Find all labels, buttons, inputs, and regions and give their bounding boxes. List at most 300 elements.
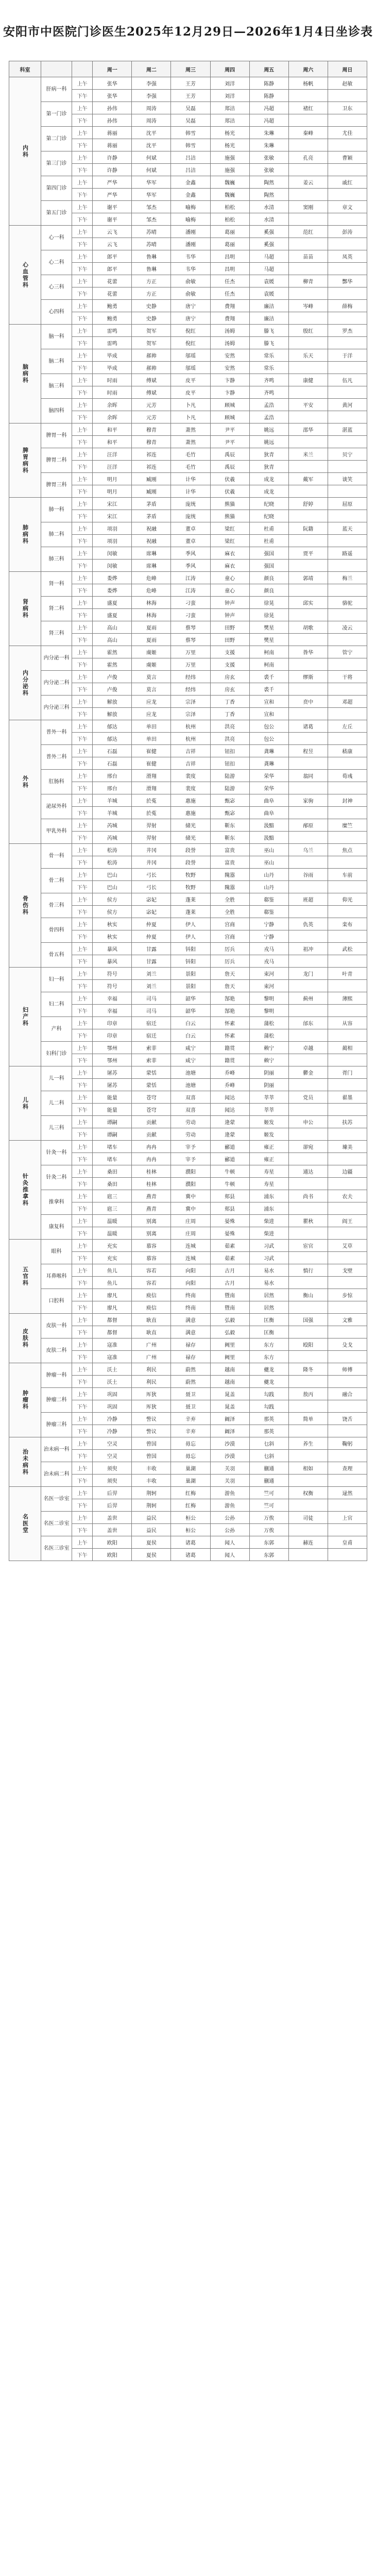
doctor-cell: 靳东	[210, 819, 249, 832]
doctor-cell: 范红	[288, 226, 328, 238]
doctor-cell: 禄存	[171, 1338, 210, 1351]
doctor-cell: 许静	[93, 164, 132, 176]
doctor-cell	[328, 1351, 367, 1363]
doctor-cell	[328, 782, 367, 794]
doctor-cell: 管宁	[328, 646, 367, 658]
doctor-cell: 寇准	[93, 1351, 132, 1363]
doctor-cell: 孟浩	[249, 411, 288, 423]
doctor-cell: 时雨	[93, 374, 132, 386]
doctor-cell	[328, 461, 367, 473]
doctor-cell: 江涛	[171, 584, 210, 597]
doctor-cell: 虞姬	[132, 658, 171, 671]
doctor-cell: 俞敏	[171, 275, 210, 287]
doctor-cell: 惠施	[171, 794, 210, 807]
doctor-cell: 侯方	[93, 906, 132, 918]
doctor-cell	[288, 906, 328, 918]
doctor-cell: 毛竹	[171, 448, 210, 461]
doctor-cell: 韩雪	[171, 139, 210, 151]
doctor-cell: 娄烨	[93, 572, 132, 584]
afternoon-label: 下午	[72, 658, 93, 671]
table-row	[9, 522, 367, 535]
doctor-cell: 杭州	[171, 720, 210, 733]
doctor-cell: 须臾	[93, 1462, 132, 1475]
doctor-cell: 隆冬	[288, 1363, 328, 1376]
doctor-cell: 阚泽	[210, 1425, 249, 1437]
doctor-cell: 赵敏	[328, 77, 367, 90]
doctor-cell: 贲中	[288, 696, 328, 708]
doctor-cell: 司马	[132, 1005, 171, 1017]
doctor-cell	[328, 1475, 367, 1487]
table-row	[9, 770, 367, 782]
doctor-cell: 梁红	[210, 522, 249, 535]
doctor-cell: 山丹	[249, 869, 288, 881]
doctor-cell: 那英	[249, 1425, 288, 1437]
doctor-cell: 厉兵	[210, 943, 249, 955]
department-name: 肿瘤科	[9, 1363, 41, 1437]
doctor-cell: 严华	[93, 189, 132, 201]
morning-label: 上午	[72, 547, 93, 560]
doctor-cell: 卞静	[210, 386, 249, 399]
doctor-cell: 余晖	[93, 399, 132, 411]
doctor-cell: 全胜	[210, 906, 249, 918]
doctor-cell: 廖凡	[93, 1289, 132, 1301]
afternoon-label: 下午	[72, 1351, 93, 1363]
doctor-cell: 沈平	[132, 139, 171, 151]
doctor-cell: 卓越	[288, 1042, 328, 1054]
morning-label: 上午	[72, 794, 93, 807]
doctor-cell: 乐天	[288, 349, 328, 362]
doctor-cell: 吴磊	[171, 102, 210, 114]
doctor-cell: 吕洁	[171, 164, 210, 176]
doctor-cell: 毋忘	[171, 1437, 210, 1450]
doctor-cell: 郎平	[93, 250, 132, 263]
doctor-cell: 吉祥	[171, 757, 210, 770]
doctor-cell: 蒲松	[249, 1029, 288, 1042]
doctor-cell: 怀素	[210, 1017, 249, 1029]
table-row	[9, 1141, 367, 1153]
afternoon-label: 下午	[72, 312, 93, 325]
afternoon-label: 下午	[72, 1499, 93, 1512]
morning-label: 上午	[72, 968, 93, 980]
doctor-cell	[328, 906, 367, 918]
doctor-cell: 潘刚	[171, 238, 210, 250]
doctor-cell: 雷鸣	[93, 337, 132, 349]
doctor-cell: 计华	[171, 485, 210, 498]
doctor-cell	[328, 955, 367, 968]
doctor-cell: 云飞	[93, 226, 132, 238]
doctor-cell: 皇甫	[328, 1536, 367, 1549]
doctor-cell: 单田	[132, 720, 171, 733]
department-name: 肾病科	[9, 572, 41, 646]
doctor-cell: 廉洁	[249, 300, 288, 312]
doctor-cell: 冯超	[249, 114, 288, 127]
doctor-cell: 浦东	[249, 1190, 288, 1202]
doctor-cell: 殷红	[288, 325, 328, 337]
doctor-cell: 訾议	[132, 1413, 171, 1425]
doctor-cell: 毕成	[93, 349, 132, 362]
doctor-cell: 仲夏	[132, 930, 171, 943]
doctor-cell: 农夫	[328, 1190, 367, 1202]
doctor-cell	[288, 609, 328, 621]
doctor-cell: 时雨	[93, 386, 132, 399]
doctor-cell: 郁达	[93, 720, 132, 733]
doctor-cell: 焦点	[328, 844, 367, 856]
clinic-name: 产科	[41, 1017, 72, 1042]
doctor-cell: 丁香	[210, 696, 249, 708]
doctor-cell: 林海	[132, 597, 171, 609]
doctor-cell: 别离	[132, 1227, 171, 1240]
doctor-cell: 游鱼	[210, 1487, 249, 1499]
clinic-name: 骨四科	[41, 918, 72, 943]
morning-label: 上午	[72, 374, 93, 386]
doctor-cell: 莘莘	[249, 1091, 288, 1104]
doctor-cell: 钟声	[210, 609, 249, 621]
doctor-cell: 寇准	[93, 1338, 132, 1351]
afternoon-label: 下午	[72, 683, 93, 696]
doctor-cell: 后羿	[93, 1487, 132, 1499]
doctor-cell: 史静	[132, 312, 171, 325]
clinic-name: 普外一科	[41, 720, 72, 745]
clinic-name: 肺二科	[41, 522, 72, 547]
doctor-cell: 顾城	[210, 399, 249, 411]
doctor-cell: 桂林	[132, 1178, 171, 1190]
doctor-cell	[328, 189, 367, 201]
doctor-cell: 傅斌	[132, 386, 171, 399]
table-row	[9, 151, 367, 164]
doctor-cell: 聂卫	[171, 1388, 210, 1400]
morning-label: 上午	[72, 176, 93, 189]
doctor-cell: 连城	[171, 1252, 210, 1264]
doctor-cell: 薛梅	[328, 300, 367, 312]
clinic-name: 骨五科	[41, 943, 72, 968]
doctor-cell: 充实	[93, 1252, 132, 1264]
table-row	[9, 473, 367, 485]
doctor-cell	[328, 733, 367, 745]
doctor-cell: 满意	[171, 1314, 210, 1326]
doctor-cell: 潘刚	[171, 226, 210, 238]
doctor-cell: 刘洋	[210, 77, 249, 90]
doctor-cell	[288, 1005, 328, 1017]
doctor-cell: 倪红	[171, 325, 210, 337]
doctor-cell: 何斌	[132, 164, 171, 176]
doctor-cell: 仇英	[288, 918, 328, 930]
doctor-cell: 夏侯	[132, 1549, 171, 1561]
doctor-cell: 马超	[249, 263, 288, 275]
doctor-cell: 羿射	[132, 819, 171, 832]
doctor-cell: 白云	[171, 1029, 210, 1042]
doctor-cell: 童心	[210, 572, 249, 584]
doctor-cell: 蔚然	[171, 1363, 210, 1376]
doctor-cell: 袁媛	[249, 275, 288, 287]
doctor-cell: 费翔	[210, 300, 249, 312]
doctor-cell: 萧然	[171, 436, 210, 448]
doctor-cell: 戎马	[249, 943, 288, 955]
table-row	[9, 300, 367, 312]
doctor-cell: 项羽	[93, 535, 132, 547]
doctor-cell: 白云	[171, 1017, 210, 1029]
doctor-cell: 易水	[249, 1264, 288, 1277]
doctor-cell: 养生	[288, 1437, 328, 1450]
doctor-cell: 包公	[249, 733, 288, 745]
doctor-cell: 冷静	[93, 1413, 132, 1425]
doctor-cell: 龚琳	[249, 757, 288, 770]
doctor-cell: 褚红	[288, 102, 328, 114]
doctor-cell: 万里	[171, 658, 210, 671]
clinic-name: 内分泌三科	[41, 696, 72, 720]
doctor-cell: 喻梅	[171, 201, 210, 213]
doctor-cell: 巢湖	[171, 1462, 210, 1475]
doctor-cell: 毋忘	[171, 1450, 210, 1462]
doctor-cell: 乌兰	[288, 844, 328, 856]
afternoon-label: 下午	[72, 856, 93, 869]
doctor-cell: 詹天	[210, 980, 249, 992]
doctor-cell: 充实	[93, 1240, 132, 1252]
doctor-cell	[288, 634, 328, 646]
doctor-cell: 章文	[328, 201, 367, 213]
clinic-name: 心四科	[41, 300, 72, 325]
doctor-cell: 贡献	[132, 1116, 171, 1128]
doctor-cell: 东郭	[249, 1549, 288, 1561]
doctor-cell: 燕青	[132, 1190, 171, 1202]
doctor-cell: 符号	[93, 968, 132, 980]
doctor-cell: 蓝天	[328, 522, 367, 535]
clinic-name: 肝病一科	[41, 77, 72, 102]
doctor-cell: 衡山	[288, 1289, 328, 1301]
doctor-cell	[328, 90, 367, 102]
doctor-cell: 单田	[132, 733, 171, 745]
table-row	[9, 1388, 367, 1400]
department-name: 肺病科	[9, 498, 41, 572]
table-row	[9, 992, 367, 1005]
doctor-cell: 庞统	[171, 510, 210, 522]
doctor-cell	[288, 139, 328, 151]
clinic-name: 肿瘤一科	[41, 1363, 72, 1388]
table-row	[9, 671, 367, 683]
doctor-cell: 池塘	[171, 1079, 210, 1091]
doctor-cell	[288, 1277, 328, 1289]
doctor-cell: 禄存	[171, 1351, 210, 1363]
clinic-name: 普外二科	[41, 745, 72, 770]
doctor-cell: 黄河	[328, 399, 367, 411]
doctor-cell	[328, 1450, 367, 1462]
doctor-cell: 越南	[210, 1376, 249, 1388]
doctor-cell: 堵车	[93, 1153, 132, 1165]
morning-label: 上午	[72, 77, 93, 90]
doctor-cell	[288, 832, 328, 844]
doctor-cell: 庄周	[171, 1215, 210, 1227]
doctor-cell: 巴山	[93, 881, 132, 893]
doctor-cell: 能量	[93, 1091, 132, 1104]
doctor-cell	[328, 436, 367, 448]
doctor-cell: 秦峰	[288, 127, 328, 139]
doctor-cell	[328, 1376, 367, 1388]
doctor-cell: 寿星	[249, 1165, 288, 1178]
doctor-cell: 贺军	[132, 325, 171, 337]
doctor-cell: 瞿秋	[288, 1215, 328, 1227]
doctor-cell: 竺可	[249, 1499, 288, 1512]
table-row	[9, 1314, 367, 1326]
doctor-cell: 巩固	[93, 1400, 132, 1413]
doctor-cell: 仰光	[328, 893, 367, 906]
doctor-cell: 陈静	[249, 90, 288, 102]
doctor-cell: 司徒	[288, 1512, 328, 1524]
doctor-cell: 杜甫	[249, 522, 288, 535]
doctor-cell: 安然	[210, 362, 249, 374]
doctor-cell: 乜斜	[249, 1450, 288, 1462]
doctor-cell: 郏县	[210, 1190, 249, 1202]
doctor-cell: 钮扣	[210, 757, 249, 770]
doctor-cell: 羊城	[93, 794, 132, 807]
doctor-cell: 滕飞	[249, 337, 288, 349]
doctor-cell: 牧野	[171, 881, 210, 893]
doctor-cell: 闻人	[210, 1549, 249, 1561]
morning-label: 上午	[72, 1190, 93, 1202]
doctor-cell: 柴进	[249, 1215, 288, 1227]
doctor-cell: 广州	[132, 1351, 171, 1363]
doctor-cell: 邓超	[328, 696, 367, 708]
doctor-cell	[328, 1128, 367, 1141]
doctor-cell	[288, 362, 328, 374]
doctor-cell: 费翔	[210, 312, 249, 325]
doctor-cell: 邹杰	[132, 213, 171, 226]
table-row	[9, 720, 367, 733]
doctor-cell: 宫商	[210, 930, 249, 943]
doctor-cell: 樊星	[249, 621, 288, 634]
doctor-cell: 盛夏	[93, 609, 132, 621]
doctor-cell: 昝华	[288, 646, 328, 658]
doctor-cell: 艾草	[328, 1240, 367, 1252]
doctor-cell: 宫商	[210, 918, 249, 930]
doctor-cell: 耿直	[132, 1314, 171, 1326]
doctor-cell: 娄烨	[93, 584, 132, 597]
doctor-cell: 桂林	[132, 1165, 171, 1178]
doctor-cell: 赖宁	[249, 1042, 288, 1054]
doctor-cell: 后羿	[93, 1499, 132, 1512]
doctor-cell: 索菲	[132, 1042, 171, 1054]
doctor-cell: 冀中	[171, 1202, 210, 1215]
afternoon-label: 下午	[72, 881, 93, 893]
table-row	[9, 918, 367, 930]
clinic-name: 妇二科	[41, 992, 72, 1017]
doctor-cell: 昌明	[210, 263, 249, 275]
doctor-cell: 韶华	[171, 1005, 210, 1017]
doctor-cell	[288, 535, 328, 547]
doctor-cell: 习武	[249, 1252, 288, 1264]
doctor-cell: 谭嗣	[93, 1128, 132, 1141]
doctor-cell: 皮平	[171, 386, 210, 399]
doctor-cell: 怀素	[210, 1029, 249, 1042]
doctor-cell: 邴原	[288, 819, 328, 832]
doctor-cell: 双喜	[171, 1091, 210, 1104]
header-fri: 周五	[249, 61, 288, 77]
doctor-cell	[288, 980, 328, 992]
department-name: 脑病科	[9, 325, 41, 423]
doctor-cell: 曲阜	[249, 807, 288, 819]
doctor-cell: 汪洋	[93, 461, 132, 473]
doctor-cell: 梅兰	[328, 572, 367, 584]
doctor-cell: 闵敏	[93, 560, 132, 572]
header-tue: 周二	[132, 61, 171, 77]
morning-label: 上午	[72, 572, 93, 584]
doctor-cell: 宗泽	[171, 696, 210, 708]
doctor-cell: 慎行	[288, 1264, 328, 1277]
doctor-cell: 叶青	[328, 968, 367, 980]
clinic-name: 口腔科	[41, 1289, 72, 1314]
doctor-cell: 席琳	[132, 560, 171, 572]
doctor-cell: 公孙	[210, 1524, 249, 1536]
afternoon-label: 下午	[72, 1153, 93, 1165]
doctor-cell: 屠苏	[93, 1066, 132, 1079]
doctor-cell: 支援	[210, 646, 249, 658]
clinic-name: 第四门诊	[41, 176, 72, 201]
doctor-cell: 臧刚	[132, 485, 171, 498]
doctor-cell: 万俟	[249, 1512, 288, 1524]
department-name: 骨伤科	[9, 844, 41, 968]
doctor-cell: 广州	[132, 1338, 171, 1351]
doctor-cell	[328, 708, 367, 720]
doctor-cell: 鲁琳	[132, 263, 171, 275]
doctor-cell: 纪晓	[249, 498, 288, 510]
header-thu: 周四	[210, 61, 249, 77]
doctor-cell: 马超	[249, 250, 288, 263]
doctor-cell	[328, 535, 367, 547]
doctor-cell: 尤佳	[328, 127, 367, 139]
doctor-cell: 宋江	[93, 498, 132, 510]
doctor-cell: 盛夏	[93, 597, 132, 609]
doctor-cell: 季风	[171, 560, 210, 572]
doctor-cell: 羿射	[132, 832, 171, 844]
doctor-cell: 松涛	[93, 856, 132, 869]
doctor-cell: 柏松	[210, 213, 249, 226]
morning-label: 上午	[72, 696, 93, 708]
table-row	[9, 968, 367, 980]
table-row	[9, 1413, 367, 1425]
table-row	[9, 1462, 367, 1475]
table-row	[9, 1363, 367, 1376]
doctor-cell	[328, 609, 367, 621]
doctor-cell: 华军	[132, 189, 171, 201]
doctor-cell: 邬瑶	[171, 362, 210, 374]
doctor-cell: 巴山	[93, 869, 132, 881]
doctor-cell: 庾信	[132, 1301, 171, 1314]
doctor-cell: 纪晓	[249, 510, 288, 522]
doctor-cell: 濮阳	[171, 1165, 210, 1178]
doctor-cell: 慕容	[132, 1252, 171, 1264]
doctor-cell: 霍然	[93, 658, 132, 671]
doctor-cell: 牛顿	[210, 1165, 249, 1178]
doctor-cell: 茹素	[210, 1252, 249, 1264]
doctor-cell: 东郭	[249, 1536, 288, 1549]
table-row	[9, 547, 367, 560]
doctor-cell: 满意	[171, 1326, 210, 1338]
afternoon-label: 下午	[72, 955, 93, 968]
doctor-cell	[288, 881, 328, 893]
doctor-cell: 田野	[210, 621, 249, 634]
doctor-cell: 井冈	[132, 844, 171, 856]
table-row	[9, 572, 367, 584]
doctor-cell	[288, 213, 328, 226]
table-row	[9, 325, 367, 337]
doctor-cell: 卢俊	[93, 683, 132, 696]
clinic-name: 脾胃二科	[41, 448, 72, 473]
doctor-cell: 蔡琴	[171, 621, 210, 634]
doctor-cell: 傅斌	[132, 374, 171, 386]
doctor-cell: 花蕾	[93, 287, 132, 300]
doctor-cell: 池塘	[171, 1066, 210, 1079]
doctor-cell: 厍狄	[132, 1400, 171, 1413]
doctor-cell: 窦刚	[288, 201, 328, 213]
doctor-cell: 贺军	[132, 337, 171, 349]
